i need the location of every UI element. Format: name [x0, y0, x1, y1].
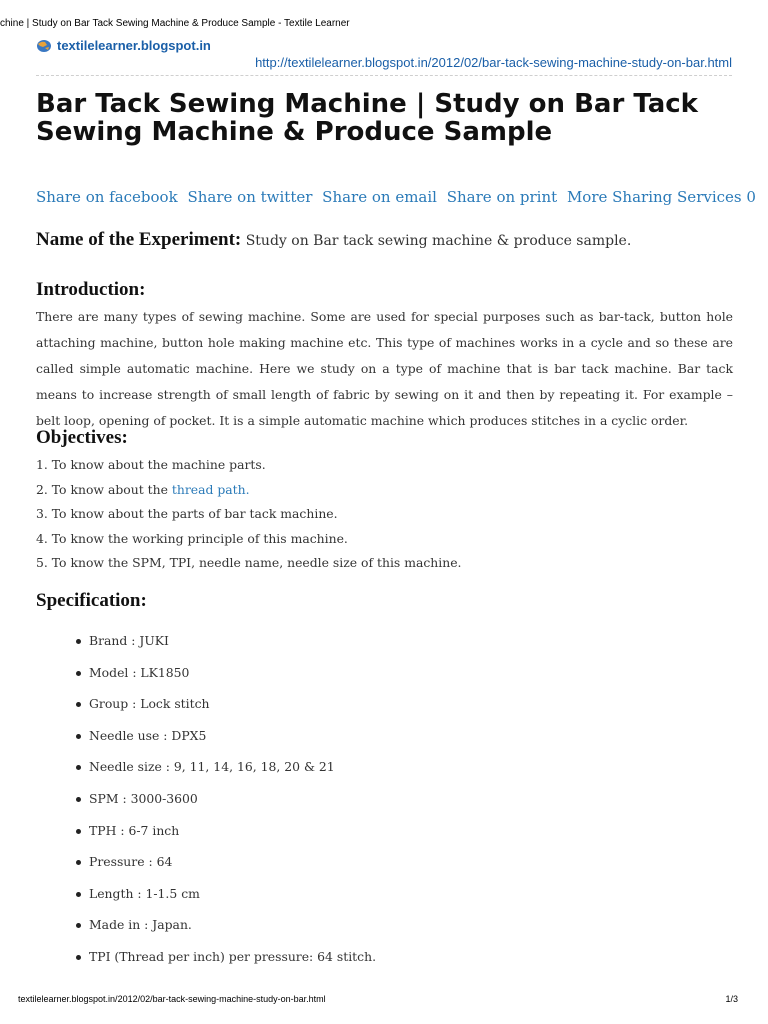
specification-list: [89, 628, 729, 976]
introduction-heading: Introduction:: [36, 279, 146, 300]
thread-path-link[interactable]: thread path.: [171, 481, 250, 497]
list-item: Model : LK1850: [89, 660, 729, 692]
list-item: Needle use : DPX5: [89, 723, 729, 755]
footer-url: textilelearner.blogspot.in/2012/02/bar-tack-sewing-machine-study-on-bar.html: [18, 994, 326, 1004]
list-item: Made in : Japan.: [89, 912, 729, 944]
print-header-title: chine | Study on Bar Tack Sewing Machine & Produce Sample - Textile Learner: [0, 18, 350, 29]
list-item: Needle size : 9, 11, 14, 16, 18, 20 & 21: [89, 754, 729, 786]
experiment-text: Study on Bar tack sewing machine & produce sample.: [245, 233, 632, 249]
page-url[interactable]: http://textilelearner.blogspot.in/2012/02/bar-tack-sewing-machine-study-on-bar.html: [255, 55, 732, 70]
list-item: Length : 1-1.5 cm: [89, 881, 729, 913]
site-name: textilelearner.blogspot.in: [57, 38, 211, 53]
divider: [36, 75, 732, 76]
page-title: Bar Tack Sewing Machine | Study on Bar Tack Sewing Machine & Produce Sample: [36, 89, 698, 147]
list-item: Brand : JUKI: [89, 628, 729, 660]
experiment-label: Name of the Experiment:: [36, 229, 242, 250]
list-item: SPM : 3000-3600: [89, 786, 729, 818]
site-link[interactable]: [36, 38, 211, 53]
globe-icon: [36, 39, 52, 53]
introduction-text: There are many types of sewing machine. Some are used for special purposes such as bar-tack, button hole attaching machine, button hole making machine etc. This type of machines works in a cycle and so these are called simple automatic machine. Here we study on a type of machine that is bar tack machine. Bar tack means to increase strength of small length of fabric by sewing on it and then by repeating it. For example – belt loop, opening of pocket. It is a simple automatic machine which produces stitches in a cyclic order.: [36, 309, 733, 428]
list-item: 5. To know the SPM, TPI, needle name, needle size of this machine.: [36, 555, 462, 571]
objectives-heading: Objectives:: [36, 427, 128, 448]
list-item: Pressure : 64: [89, 849, 729, 881]
list-item: Group : Lock stitch: [89, 691, 729, 723]
share-email-link[interactable]: Share on email: [322, 188, 437, 206]
list-item: 3. To know about the parts of bar tack machine.: [36, 506, 338, 522]
page-number: 1/3: [725, 994, 738, 1004]
share-facebook-link[interactable]: Share on facebook: [36, 188, 178, 206]
list-item: 4. To know the working principle of this machine.: [36, 530, 348, 546]
specification-heading: Specification:: [36, 590, 147, 611]
share-twitter-link[interactable]: Share on twitter: [187, 188, 313, 206]
experiment-name: [36, 229, 733, 251]
share-print-link[interactable]: Share on print: [446, 188, 558, 206]
list-item-text: 2. To know about the: [36, 481, 172, 497]
list-item: TPH : 6-7 inch: [89, 818, 729, 850]
list-item: 1. To know about the machine parts.: [36, 457, 266, 472]
list-item: TPI (Thread per inch) per pressure: 64 stitch.: [89, 944, 729, 976]
share-bar: [36, 188, 761, 206]
objectives-list: [36, 453, 733, 576]
more-sharing-link[interactable]: More Sharing Services 0: [566, 188, 756, 206]
list-item: [36, 478, 733, 503]
